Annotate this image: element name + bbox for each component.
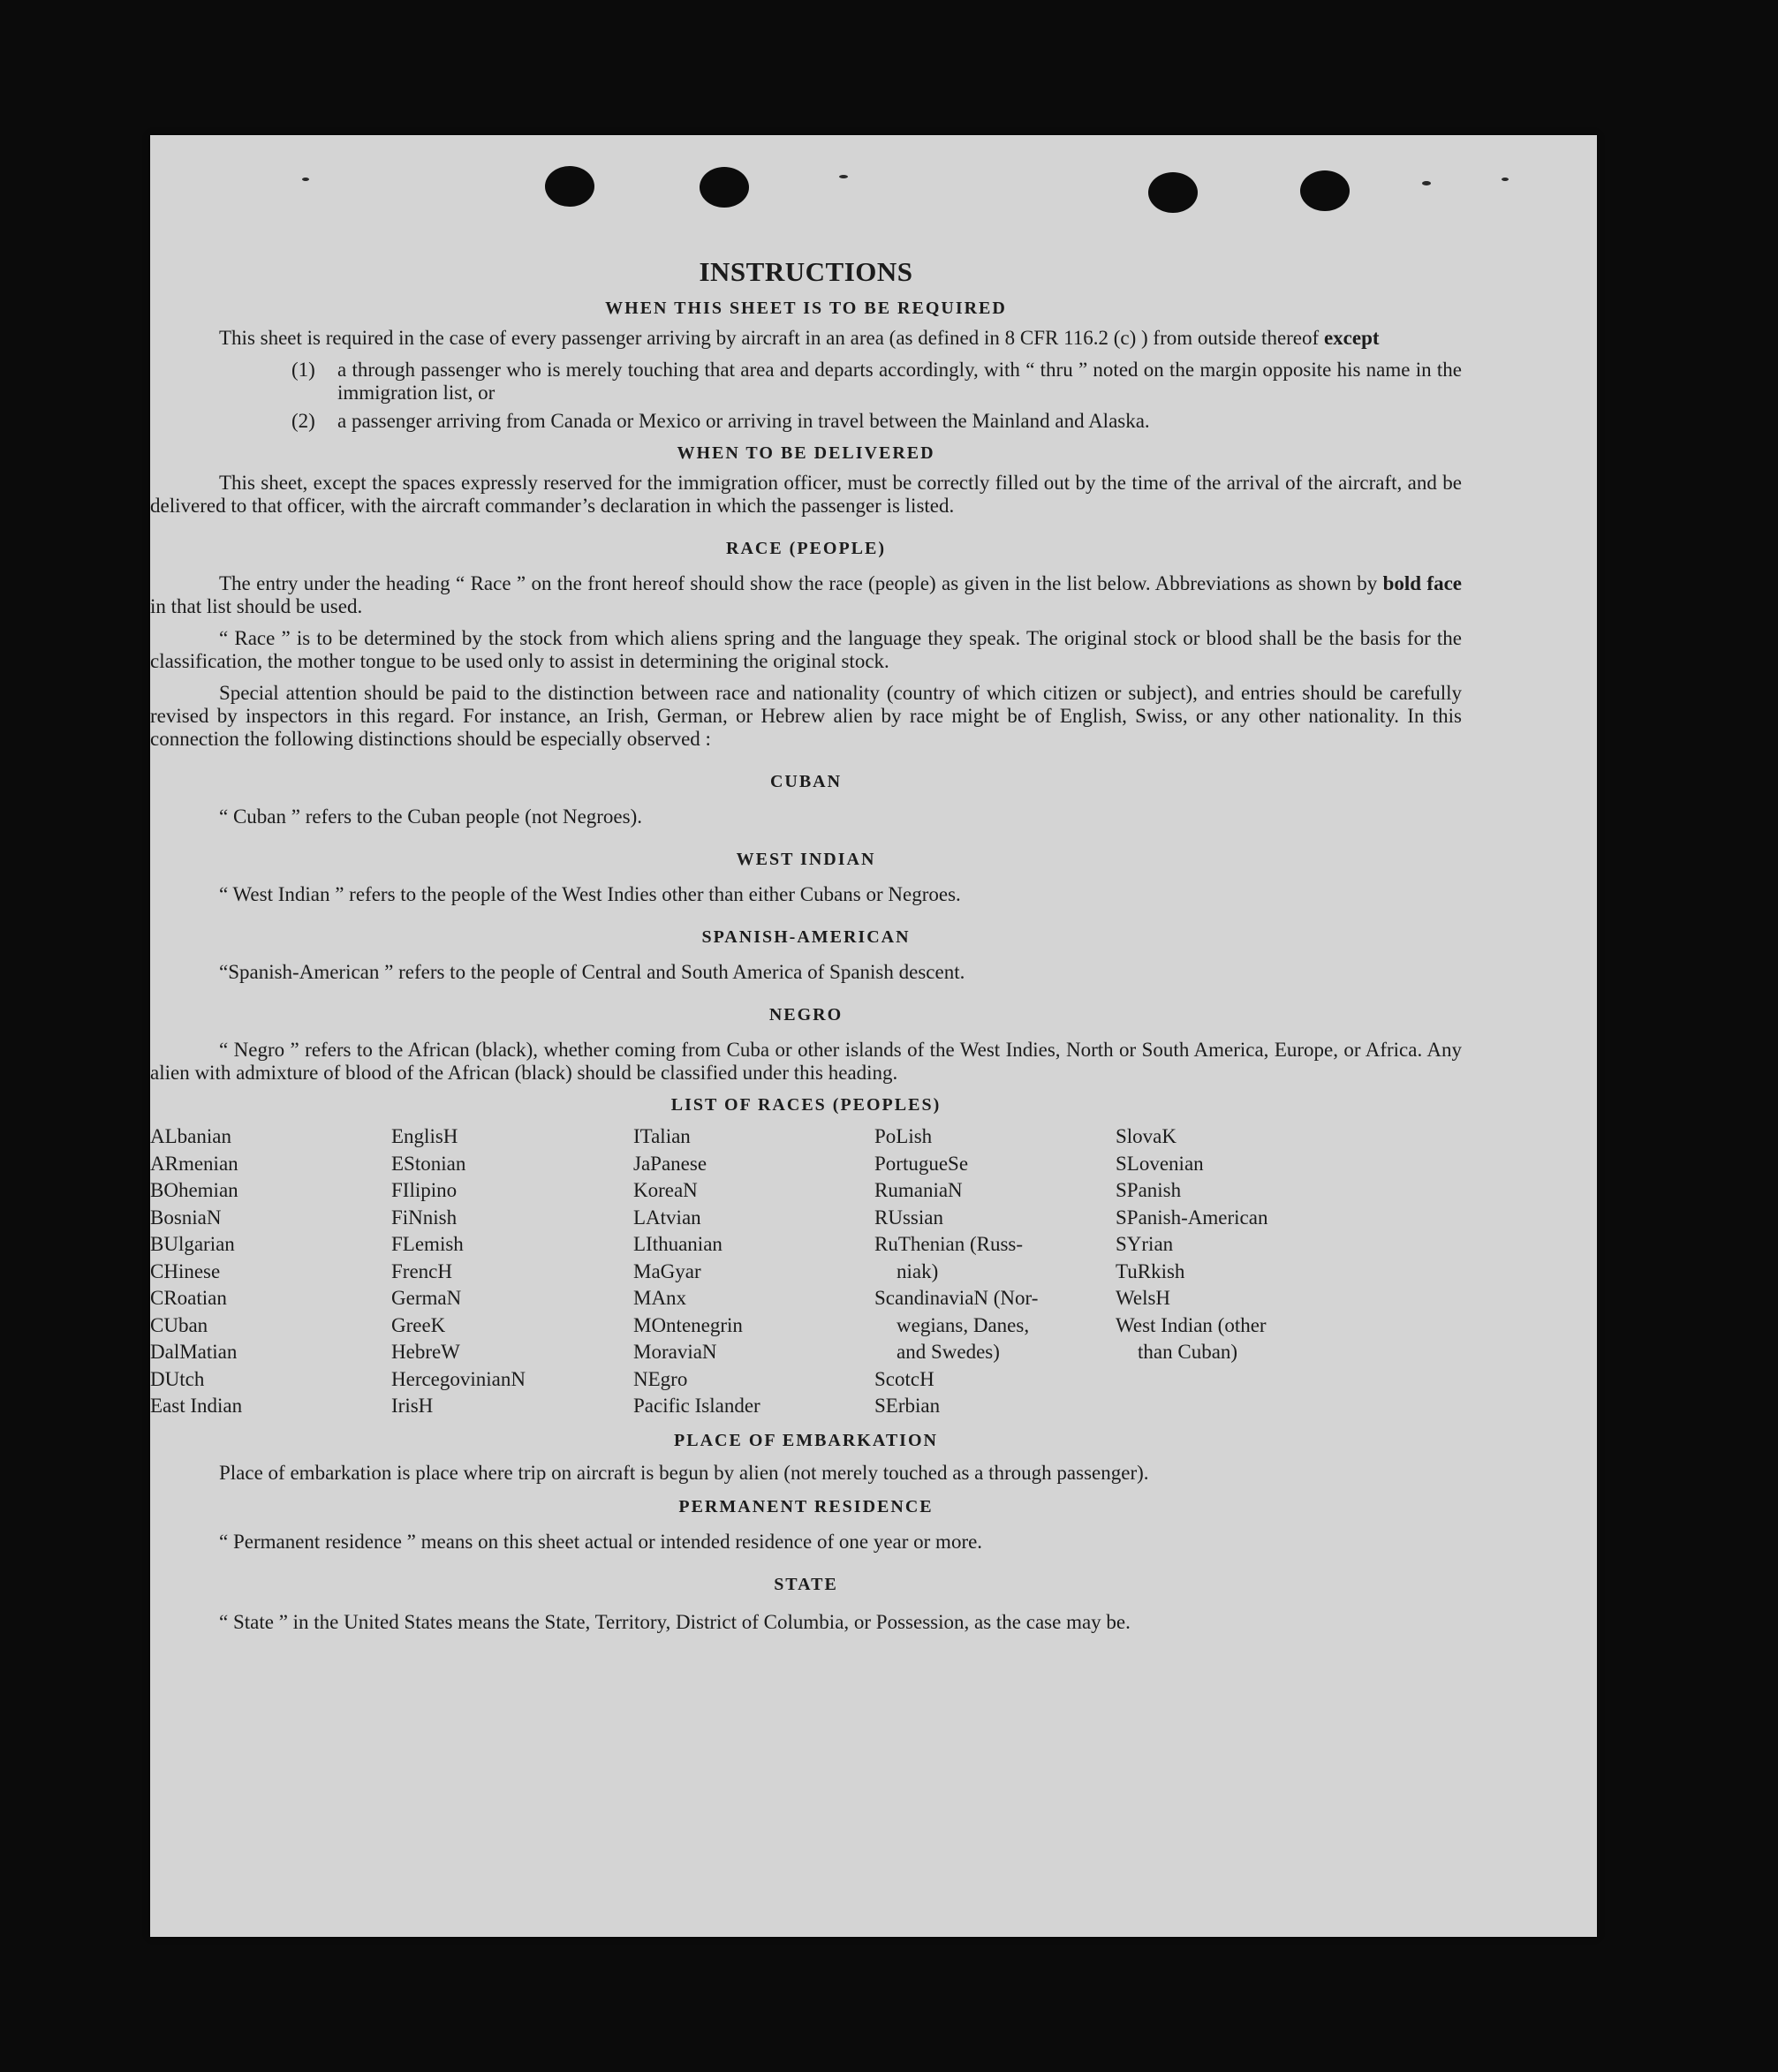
- heading-state: STATE: [774, 1574, 838, 1594]
- exception-text: a through passenger who is merely touching that area and departs accordingly, with “ thru ” noted on the margin opposite his name in the immigration list, or: [337, 359, 1462, 404]
- race-item: EnglisH: [391, 1125, 458, 1147]
- race-item: MaGyar: [633, 1259, 701, 1282]
- bold-except: except: [1323, 327, 1380, 349]
- race-column-1: [150, 1123, 391, 1420]
- race-item: ARmenian: [150, 1152, 238, 1175]
- heading-cuban: CUBAN: [769, 772, 843, 791]
- paragraph-west-indian: “ West Indian ” refers to the people of the West Indies other than either Cubans or Negroes.: [219, 883, 961, 905]
- race-column-5: [1116, 1123, 1462, 1420]
- heading-when-delivered: WHEN TO BE DELIVERED: [677, 443, 935, 463]
- race-column-2: [391, 1123, 633, 1420]
- race-item: FIlipino: [391, 1179, 458, 1201]
- race-item: SlovaK: [1116, 1125, 1177, 1147]
- speck: [1422, 181, 1431, 185]
- heading-embarkation: PLACE OF EMBARKATION: [674, 1430, 938, 1450]
- heading-permanent-residence: PERMANENT RESIDENCE: [678, 1496, 934, 1516]
- race-item: MoraviaN: [633, 1341, 717, 1363]
- speck: [1502, 178, 1509, 181]
- paragraph-permanent-residence: “ Permanent residence ” means on this sheet actual or intended residence of one year or more.: [219, 1530, 983, 1553]
- race-item: Pacific Islander: [633, 1395, 760, 1417]
- race-item: FrencH: [391, 1259, 452, 1282]
- race-item: SErbian: [874, 1395, 941, 1417]
- race-item: PortugueSe: [874, 1152, 969, 1175]
- exception-number: (1): [291, 359, 315, 381]
- race-item: GermaN: [391, 1287, 462, 1309]
- race-item: JaPanese: [633, 1152, 707, 1175]
- paragraph-race-2: “ Race ” is to be determined by the stock from which aliens spring and the language they speak. The original stock or blood shall be the basis for the classification, the mother tongue to be used only to assist in determining the original stock.: [150, 627, 1462, 672]
- race-list: [150, 1123, 1462, 1420]
- race-item: ALbanian: [150, 1125, 231, 1147]
- page-title: INSTRUCTIONS: [699, 256, 913, 287]
- race-item: DUtch: [150, 1367, 205, 1390]
- race-item: DalMatian: [150, 1341, 238, 1363]
- paragraph-embarkation: Place of embarkation is place where trip on aircraft is begun by alien (not merely touched as a through passenger).: [219, 1461, 1149, 1484]
- exception-item-2: [291, 410, 1462, 433]
- bold-face-text: bold face: [1382, 572, 1463, 594]
- race-item: RumaniaN: [874, 1179, 963, 1201]
- heading-list-of-races: LIST OF RACES (PEOPLES): [670, 1095, 942, 1115]
- race-item: PoLish: [874, 1125, 933, 1147]
- race-item: SPanish-American: [1116, 1206, 1268, 1229]
- race-item: SYrian: [1116, 1233, 1174, 1255]
- punch-hole: [700, 167, 749, 208]
- heading-spanish-american: SPANISH-AMERICAN: [701, 927, 911, 947]
- race-item: SPanish: [1116, 1179, 1182, 1201]
- race-item: FiNnish: [391, 1206, 458, 1229]
- exception-number: (2): [291, 410, 315, 432]
- race-item: NEgro: [633, 1367, 688, 1390]
- punch-hole: [1300, 170, 1350, 211]
- race-column-4: [874, 1123, 1116, 1420]
- race-item: LIthuanian: [633, 1233, 723, 1255]
- race-item: EStonian: [391, 1152, 466, 1175]
- race-item: ITalian: [633, 1125, 691, 1147]
- paragraph-race-3: Special attention should be paid to the distinction between race and nationality (country of which citizen or subject), and entries should be carefully revised by inspectors in this regard. For instance, an Irish, German, or Hebrew alien by race might be of English, Swiss, or any other nationality. In this connection the following distinctions should be especially observed :: [150, 682, 1462, 750]
- paragraph-race-1: The entry under the heading “ Race ” on the front hereof should show the race (people) as given in the list below. Abbreviations as shown by bold face in that list should be used.: [150, 572, 1463, 617]
- race-item: niak): [897, 1259, 939, 1282]
- punch-hole: [1148, 172, 1198, 213]
- race-item: MAnx: [633, 1287, 687, 1309]
- punch-hole: [545, 166, 594, 207]
- race-item: ScotcH: [874, 1367, 934, 1390]
- paragraph-spanish-american: “Spanish-American ” refers to the people of Central and South America of Spanish descent.: [219, 961, 965, 983]
- race-item: GreeK: [391, 1313, 446, 1336]
- race-item: CRoatian: [150, 1287, 227, 1309]
- race-item: LAtvian: [633, 1206, 701, 1229]
- race-item: BosniaN: [150, 1206, 222, 1229]
- instructions-content: [150, 256, 1462, 1641]
- heading-negro: NEGRO: [768, 1005, 844, 1025]
- race-item: CHinese: [150, 1259, 221, 1282]
- heading-west-indian: WEST INDIAN: [736, 850, 876, 869]
- race-column-3: [633, 1123, 874, 1420]
- race-item: FLemish: [391, 1233, 464, 1255]
- exception-item-1: [291, 359, 1462, 405]
- speck: [839, 175, 848, 178]
- exception-text: a passenger arriving from Canada or Mexico or arriving in travel between the Mainland and Alaska.: [337, 410, 1150, 432]
- race-item: and Swedes): [897, 1341, 1000, 1363]
- race-item: wegians, Danes,: [897, 1313, 1030, 1336]
- race-item: BUlgarian: [150, 1233, 235, 1255]
- race-item: HercegovinianN: [391, 1367, 526, 1390]
- race-item: West Indian (other: [1116, 1313, 1267, 1336]
- race-item: East Indian: [150, 1395, 243, 1417]
- race-item: KoreaN: [633, 1179, 698, 1201]
- race-item: RuThenian (Russ-: [874, 1233, 1024, 1255]
- race-item: RUssian: [874, 1206, 943, 1229]
- paragraph-when-delivered: This sheet, except the spaces expressly reserved for the immigration officer, must be correctly filled out by the time of the arrival of the aircraft, and be delivered to that officer, with the aircraft commander’s declaration in which the passenger is listed.: [150, 472, 1462, 517]
- race-item: SLovenian: [1116, 1152, 1204, 1175]
- race-item: CUban: [150, 1313, 208, 1336]
- paragraph-negro: “ Negro ” refers to the African (black), whether coming from Cuba or other islands of the West Indies, North or South America, Europe, or Africa. Any alien with admixture of blood of the African (black) should be classified under this heading.: [150, 1039, 1462, 1084]
- race-item: IrisH: [391, 1395, 434, 1417]
- paragraph-cuban: “ Cuban ” refers to the Cuban people (not Negroes).: [219, 805, 643, 828]
- paragraph-state: “ State ” in the United States means the State, Territory, District of Columbia, or Possession, as the case may be.: [219, 1610, 1131, 1633]
- speck: [302, 178, 309, 181]
- race-item: WelsH: [1116, 1287, 1171, 1309]
- race-item: than Cuban): [1138, 1341, 1238, 1363]
- race-item: BOhemian: [150, 1179, 238, 1201]
- paragraph-when-required: This sheet is required in the case of every passenger arriving by aircraft in an area (as defined in 8 CFR 116.2 (c) ) from outside thereof except: [219, 327, 1380, 349]
- heading-when-required: WHEN THIS SHEET IS TO BE REQUIRED: [605, 299, 1007, 318]
- race-item: TuRkish: [1116, 1259, 1185, 1282]
- race-item: ScandinaviaN (Nor-: [874, 1287, 1039, 1309]
- race-item: MOntenegrin: [633, 1313, 743, 1336]
- heading-race: RACE (PEOPLE): [726, 539, 886, 558]
- race-item: HebreW: [391, 1341, 460, 1363]
